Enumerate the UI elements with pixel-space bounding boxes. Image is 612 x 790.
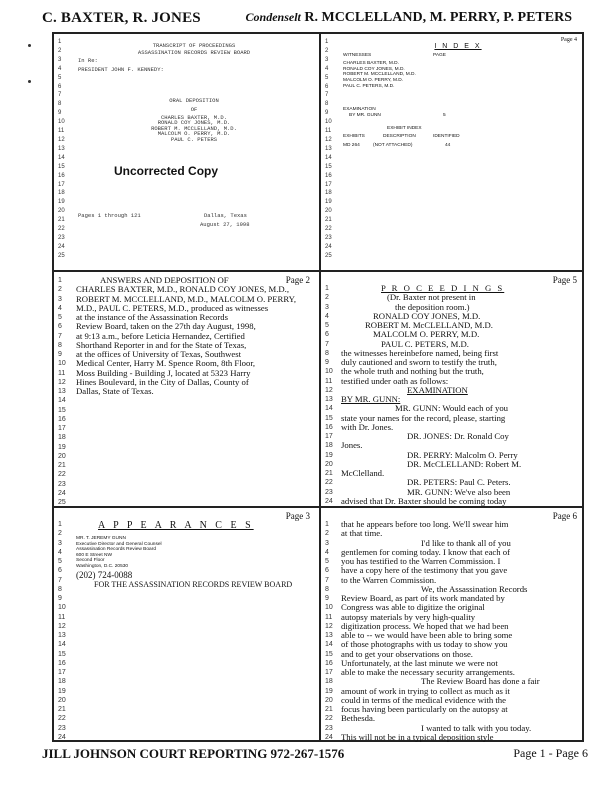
transcript-line: I wanted to talk with you today. — [421, 722, 532, 733]
line-number: 10 — [325, 604, 333, 612]
line-number: 8 — [58, 341, 62, 349]
line-number: 5 — [325, 74, 329, 81]
line-numbers — [58, 38, 70, 261]
transcript-line: at 9:13 a.m., before Leticia Hernandez, Certified — [76, 330, 245, 341]
line-number: 2 — [325, 530, 329, 538]
transcript-line: Congress was able to digitize the original — [341, 602, 485, 613]
transcript-line: DR. McCLELLAND: Robert M. — [407, 458, 522, 469]
page-number: Page 6 — [552, 511, 577, 521]
line-number: 16 — [325, 659, 333, 667]
line-number: 8 — [325, 349, 329, 357]
appearance-line: Washington, D.C. 20530 — [76, 563, 129, 569]
line-numbers — [325, 38, 337, 261]
line-number: 12 — [58, 622, 66, 630]
line-number: 10 — [58, 604, 66, 612]
line-number: 2 — [325, 47, 329, 54]
line-number: 7 — [58, 576, 62, 584]
transcript-line: Hines Boulevard, in the City of Dallas, County of — [76, 376, 249, 387]
line-number: 19 — [58, 443, 66, 451]
line-number: 14 — [58, 641, 66, 649]
line-number: 4 — [58, 304, 62, 312]
line-number: 6 — [325, 567, 329, 575]
line-number: 4 — [325, 65, 329, 72]
transcript-line: ANSWERS AND DEPOSITION OF — [100, 275, 229, 285]
line-number: 5 — [325, 558, 329, 565]
transcript-line: digitization process. We hoped that we had been — [341, 620, 509, 631]
line-number: 10 — [58, 360, 66, 368]
transcript-line: We, the Assassination Records — [421, 583, 528, 594]
page-6-text — [341, 520, 577, 742]
transcript-line: the whole truth and nothing but the truth, — [341, 366, 484, 377]
appearances-title: A P P E A R A N C E S — [98, 520, 254, 531]
condensed-mark: Condenselt — [245, 10, 301, 24]
line-number: 18 — [58, 434, 66, 442]
line-number: 22 — [58, 715, 66, 723]
line-number: 3 — [325, 56, 329, 63]
line-number: 16 — [58, 659, 66, 667]
line-number: 22 — [58, 471, 66, 479]
transcript-line: to the Warren Commission. — [341, 574, 437, 585]
transcript-line: Review Board, taken on the 27th day August, 1998, — [76, 321, 256, 332]
line-number: 12 — [58, 378, 66, 386]
cover-name: ROBERT M. MCCLELLAND, M.D. — [151, 124, 237, 132]
line-number: 13 — [325, 396, 333, 403]
line-number: 3 — [58, 295, 62, 303]
transcript-grid — [52, 32, 584, 742]
line-number: 14 — [325, 641, 333, 649]
line-number: 12 — [58, 136, 65, 143]
line-number: 17 — [325, 181, 332, 188]
transcript-line: at the instance of the Assassination Records — [76, 312, 228, 322]
line-number: 15 — [58, 163, 65, 170]
line-number: 4 — [325, 548, 329, 556]
exhibit-col: DESCRIPTION — [383, 133, 416, 139]
line-number: 18 — [325, 442, 333, 450]
line-number: 3 — [58, 56, 62, 63]
panel-page-1 — [54, 34, 316, 268]
line-number: 19 — [325, 687, 333, 695]
transcript-line: and to get your observations on those. — [341, 648, 473, 659]
line-numbers — [58, 520, 70, 742]
header-left-names: C. BAXTER, R. JONES — [42, 10, 201, 26]
transcript-line: the witnesses hereinbefore named, being first — [341, 347, 499, 358]
transcript-line: The Review Board has done a fair — [421, 676, 540, 687]
transcript-line: MR. GUNN: Would each of you — [395, 403, 509, 414]
page-5-text — [341, 284, 577, 506]
transcript-line: gentlemen for coming today. I know that each of — [341, 546, 511, 557]
line-number: 7 — [325, 576, 329, 584]
line-number: 4 — [325, 312, 329, 320]
appearance-line: Executive Director and General Counsel — [76, 541, 162, 547]
witness-entry: RONALD COY JONES, M.D. — [343, 66, 405, 72]
panel-page-2 — [54, 272, 316, 506]
page-number: Page 2 — [285, 275, 310, 285]
transcript-line: DR. PERRY: Malcolm O. Perry — [407, 449, 518, 460]
transcript-line: Dallas, State of Texas. — [76, 386, 154, 396]
line-number: 6 — [58, 567, 62, 575]
transcript-line: CHARLES BAXTER, M.D., RONALD COY JONES, M.D., — [76, 284, 290, 295]
line-number: 11 — [58, 613, 66, 621]
line-number: 1 — [325, 521, 329, 528]
header-right-text: R. MCCLELLAND, M. PERRY, P. PETERS — [304, 10, 572, 25]
transcript-line: Medical Center, Harry M. Spence Room, 8th Floor, — [76, 358, 256, 369]
line-number: 19 — [325, 199, 332, 206]
transcript-line: PAUL C. PETERS, M.D. — [381, 338, 469, 349]
line-number: 25 — [325, 252, 332, 259]
transcript-line: of those photographs with us today to show you — [341, 639, 508, 650]
cover-name: MALCOLM O. PERRY, M.D. — [157, 130, 231, 138]
line-number: 4 — [58, 548, 62, 556]
line-number: 7 — [325, 92, 329, 99]
appearance-line: Second Floor — [76, 558, 105, 564]
line-number: 21 — [325, 470, 333, 477]
line-number: 24 — [325, 733, 333, 741]
appearance-for: FOR THE ASSASSINATION RECORDS REVIEW BOARD — [94, 580, 293, 589]
transcript-line: Review Board, as part of its work mandated by — [341, 593, 505, 603]
transcript-line: could in terms of the medical evidence with the — [341, 694, 507, 705]
transcript-line: BY MR. GUNN: — [341, 394, 401, 404]
line-number: 21 — [58, 706, 66, 713]
line-number: 11 — [58, 128, 65, 135]
transcript-line: state your names for the record, please, starting — [341, 412, 506, 423]
exhibit-header-row — [343, 134, 573, 140]
exhibit-row — [343, 143, 573, 149]
line-number: 1 — [325, 285, 329, 292]
transcript-line: Moss Building - Building J, located at 5323 Harry — [76, 367, 251, 378]
line-number: 7 — [58, 92, 62, 99]
panel-page-6 — [321, 508, 583, 742]
line-number: 2 — [58, 530, 62, 538]
cover-president: PRESIDENT JOHN F. KENNEDY: — [78, 65, 164, 73]
panel-page-4 — [321, 34, 583, 268]
line-number: 19 — [58, 199, 65, 206]
line-number: 17 — [58, 425, 66, 432]
line-number: 22 — [58, 226, 65, 233]
line-number: 25 — [58, 499, 66, 506]
transcript-line: This will not be in a typical deposition style — [341, 731, 494, 742]
transcript-line: I'd like to thank all of you — [421, 537, 511, 548]
line-number: 7 — [325, 340, 329, 348]
appearance-line: Assassination Records Review Board — [76, 547, 156, 553]
line-number: 7 — [58, 332, 62, 340]
cover-city: Dallas, Texas — [204, 212, 247, 219]
transcript-line: Shorthand Reporter in and for the State of Texas, — [76, 339, 247, 350]
transcript-line: at the offices of University of Texas, Southwest — [76, 349, 242, 359]
line-number: 20 — [325, 460, 333, 468]
line-number: 23 — [325, 724, 333, 732]
line-number: 21 — [325, 706, 333, 713]
line-number: 12 — [325, 386, 333, 394]
line-number: 15 — [325, 650, 333, 658]
line-number: 9 — [58, 595, 62, 602]
line-number: 16 — [325, 172, 332, 179]
binder-hole — [28, 44, 31, 47]
line-number: 13 — [58, 632, 66, 639]
line-number: 20 — [58, 696, 66, 704]
line-number: 10 — [58, 119, 65, 126]
line-number: 3 — [58, 539, 62, 547]
line-number: 22 — [325, 479, 333, 487]
line-number: 1 — [58, 277, 62, 284]
line-number: 19 — [325, 451, 333, 459]
exhibit-cell: (NOT ATTACHED) — [373, 142, 413, 148]
line-number: 3 — [325, 303, 329, 311]
line-number: 2 — [58, 286, 62, 294]
line-number: 1 — [58, 521, 62, 528]
witness-entry: CHARLES BAXTER, M.D. — [343, 61, 399, 67]
line-number: 8 — [325, 101, 329, 108]
line-number: 20 — [325, 208, 332, 215]
cover-date: August 27, 1998 — [200, 221, 250, 228]
index-title: I N D E X — [434, 43, 482, 50]
line-number: 13 — [325, 145, 332, 152]
page-2-text — [76, 276, 310, 396]
transcript-line: (Dr. Baxter not present in — [387, 292, 476, 303]
line-number: 20 — [58, 452, 66, 460]
line-number: 9 — [58, 110, 62, 117]
line-number: 15 — [325, 163, 332, 170]
line-number: 15 — [58, 406, 66, 414]
cover-pages: Pages 1 through 121 — [78, 212, 141, 219]
line-number: 22 — [325, 226, 332, 233]
transcript-line: P R O C E E D I N G S — [381, 283, 505, 293]
transcript-line: the deposition room.) — [395, 301, 470, 312]
line-number: 16 — [58, 172, 65, 179]
line-number: 5 — [58, 314, 62, 321]
line-number: 10 — [325, 368, 333, 376]
line-number: 18 — [325, 190, 332, 197]
transcript-line: amount of work in trying to collect as much as it — [341, 685, 510, 696]
line-numbers — [325, 284, 337, 506]
line-number: 16 — [58, 415, 66, 423]
line-number: 15 — [58, 650, 66, 658]
line-number: 4 — [58, 65, 62, 72]
transcript-line: that he appears before too long. We'll swear him — [341, 519, 509, 529]
transcript-line: MALCOLM O. PERRY, M.D. — [373, 329, 480, 340]
line-number: 17 — [58, 669, 66, 676]
line-number: 13 — [325, 632, 333, 639]
line-number: 25 — [58, 252, 65, 259]
line-number: 5 — [58, 558, 62, 565]
line-number: 2 — [325, 294, 329, 302]
transcript-line: Jones. — [341, 440, 363, 451]
line-number: 8 — [58, 585, 62, 593]
line-number: 14 — [58, 154, 65, 161]
line-number: 23 — [325, 234, 332, 241]
line-number: 9 — [325, 110, 329, 117]
line-number: 18 — [58, 678, 66, 686]
examination-page: 5 — [443, 112, 446, 118]
line-number: 6 — [58, 323, 62, 331]
transcript-line: ROBERT M. MCCLELLAND, M.D., MALCOLM O. PERRY, — [76, 293, 296, 304]
transcript-line: MR. GUNN: We've also been — [407, 486, 511, 497]
line-number: 22 — [325, 715, 333, 723]
transcript-line: EXAMINATION — [407, 384, 468, 395]
line-number: 17 — [325, 669, 333, 676]
exhibit-cell: MD 264 — [343, 142, 360, 148]
examination-by: BY MR. GUNN — [349, 112, 381, 118]
cover-text — [78, 42, 310, 142]
line-numbers — [58, 276, 70, 506]
line-number: 1 — [58, 39, 62, 45]
line-number: 12 — [325, 622, 333, 630]
cover-name: PAUL C. PETERS — [170, 135, 218, 143]
transcript-line: autopsy materials by very high-quality — [341, 611, 476, 622]
transcript-line: with Dr. Jones. — [341, 421, 394, 432]
transcript-line: DR. PETERS: Paul C. Peters. — [407, 477, 511, 488]
line-number: 19 — [58, 687, 66, 695]
line-number: 24 — [58, 489, 66, 497]
line-number: 24 — [58, 243, 65, 250]
line-number: 5 — [325, 322, 329, 329]
line-number: 14 — [325, 154, 332, 161]
line-number: 14 — [58, 397, 66, 405]
binder-hole — [28, 80, 31, 83]
line-number: 1 — [325, 39, 329, 45]
transcript-line: RONALD COY JONES, M.D. — [373, 310, 481, 321]
line-number: 6 — [325, 83, 329, 90]
transcript-line: able to make the necessary security arrangements. — [341, 667, 515, 677]
index-header-row — [343, 53, 573, 59]
line-number: 11 — [325, 128, 332, 135]
line-number: 21 — [58, 462, 66, 469]
line-number: 18 — [58, 190, 65, 197]
cover-title-line: ASSASSINATION RECORDS REVIEW BOARD — [137, 48, 251, 56]
line-number: 12 — [325, 136, 332, 143]
page-number: Page 4 — [560, 37, 577, 43]
line-number: 20 — [325, 696, 333, 704]
witness-entry: PAUL C. PETERS, M.D. — [343, 83, 395, 89]
cover-oral-deposition: ORAL DEPOSITION — [169, 96, 219, 104]
line-number: 15 — [325, 414, 333, 422]
line-number: 9 — [58, 351, 62, 358]
line-number: 6 — [58, 83, 62, 90]
line-number: 20 — [58, 208, 65, 215]
line-number: 23 — [58, 480, 66, 488]
transcript-line: advised that Dr. Baxter should be coming today — [341, 495, 507, 506]
appearance-line: MR. T. JEREMY GUNN — [76, 536, 126, 541]
appearance-line: 600 E Street NW — [76, 552, 112, 558]
cover-of: OF — [190, 105, 198, 113]
footer-reporter: JILL JOHNSON COURT REPORTING 972-267-1576 — [42, 746, 345, 761]
examination-heading: EXAMINATION — [343, 107, 376, 113]
line-number: 13 — [58, 388, 66, 395]
transcript-line: have a copy here of the testimony that you gave — [341, 565, 508, 576]
line-number: 8 — [325, 585, 329, 593]
line-number: 23 — [58, 724, 66, 732]
line-numbers — [325, 520, 337, 742]
panel-page-3 — [54, 508, 316, 742]
examination-row — [343, 113, 573, 119]
transcript-line: at that time. — [341, 528, 383, 539]
cover-in-re: In Re: — [78, 56, 98, 64]
line-number: 13 — [58, 145, 65, 152]
line-number: 11 — [325, 613, 333, 621]
transcript-line: duly cautioned and sworn to testify the truth, — [341, 357, 497, 367]
line-number: 11 — [325, 377, 333, 385]
footer-page-range: Page 1 - Page 6 — [513, 746, 588, 760]
transcript-line: DR. JONES: Dr. Ronald Coy — [407, 431, 509, 441]
cover-name: RONALD COY JONES, M.D. — [157, 119, 231, 127]
line-number: 21 — [58, 217, 65, 224]
header-right-names — [246, 10, 572, 26]
appearance-block — [76, 536, 162, 570]
line-number: 11 — [58, 369, 66, 377]
witness-entry: MALCOLM O. PERRY, M.D. — [343, 77, 404, 83]
line-number: 17 — [325, 433, 333, 440]
page-number: Page 3 — [285, 511, 310, 521]
line-number: 17 — [58, 181, 65, 188]
line-number: 24 — [325, 243, 332, 250]
cover-title-line: TRANSCRIPT OF PROCEEDINGS — [152, 42, 236, 49]
line-number: 21 — [325, 217, 332, 224]
line-number: 3 — [325, 539, 329, 547]
exhibit-index-title: EXHIBIT INDEX — [387, 126, 422, 132]
transcript-line: testified under oath as follows: — [341, 375, 449, 386]
line-number: 24 — [58, 733, 66, 741]
transcript-line: able to -- we would have been able to bring some — [341, 630, 513, 640]
transcript-line: M.D., PAUL C. PETERS, M.D., produced as witnesses — [76, 302, 269, 313]
line-number: 16 — [325, 423, 333, 431]
line-number: 10 — [325, 119, 332, 126]
exhibit-cell: 44 — [445, 142, 451, 148]
line-number: 9 — [325, 359, 329, 366]
panel-page-5 — [321, 272, 583, 506]
line-number: 2 — [58, 47, 62, 54]
witnesses-header: WITNESSES — [343, 52, 372, 58]
line-number: 23 — [325, 488, 333, 496]
exhibit-col: EXHIBITS — [343, 133, 365, 139]
index-block — [343, 44, 573, 148]
line-number: 14 — [325, 405, 333, 413]
uncorrected-copy-label: Uncorrected Copy — [114, 164, 219, 178]
line-number: 18 — [325, 678, 333, 686]
line-number: 5 — [58, 74, 62, 81]
transcript-line: you has testified to the Warren Commission. I — [341, 556, 501, 566]
line-number: 24 — [325, 497, 333, 505]
line-number: 9 — [325, 595, 329, 602]
transcript-line: ROBERT M. McCLELLAND, M.D. — [365, 320, 493, 330]
transcript-line: McClelland. — [341, 468, 385, 478]
appearance-phone: (202) 724-0088 — [76, 570, 133, 580]
line-number: 8 — [58, 101, 62, 108]
transcript-line: focus having been particularly on the autopsy at — [341, 704, 508, 714]
page-number: Page 5 — [552, 275, 577, 285]
transcript-line: Unfortunately, at the last minute we were not — [341, 657, 498, 668]
page-column-header: PAGE — [433, 52, 446, 58]
witness-entry: ROBERT M. MCCLELLAND, M.D. — [343, 72, 416, 78]
cover-name: CHARLES BAXTER, M.D. — [160, 113, 227, 121]
transcript-line: Bethesda. — [341, 713, 376, 724]
exhibit-col: IDENTIFIED — [433, 133, 460, 139]
line-number: 23 — [58, 234, 65, 241]
line-number: 6 — [325, 331, 329, 339]
